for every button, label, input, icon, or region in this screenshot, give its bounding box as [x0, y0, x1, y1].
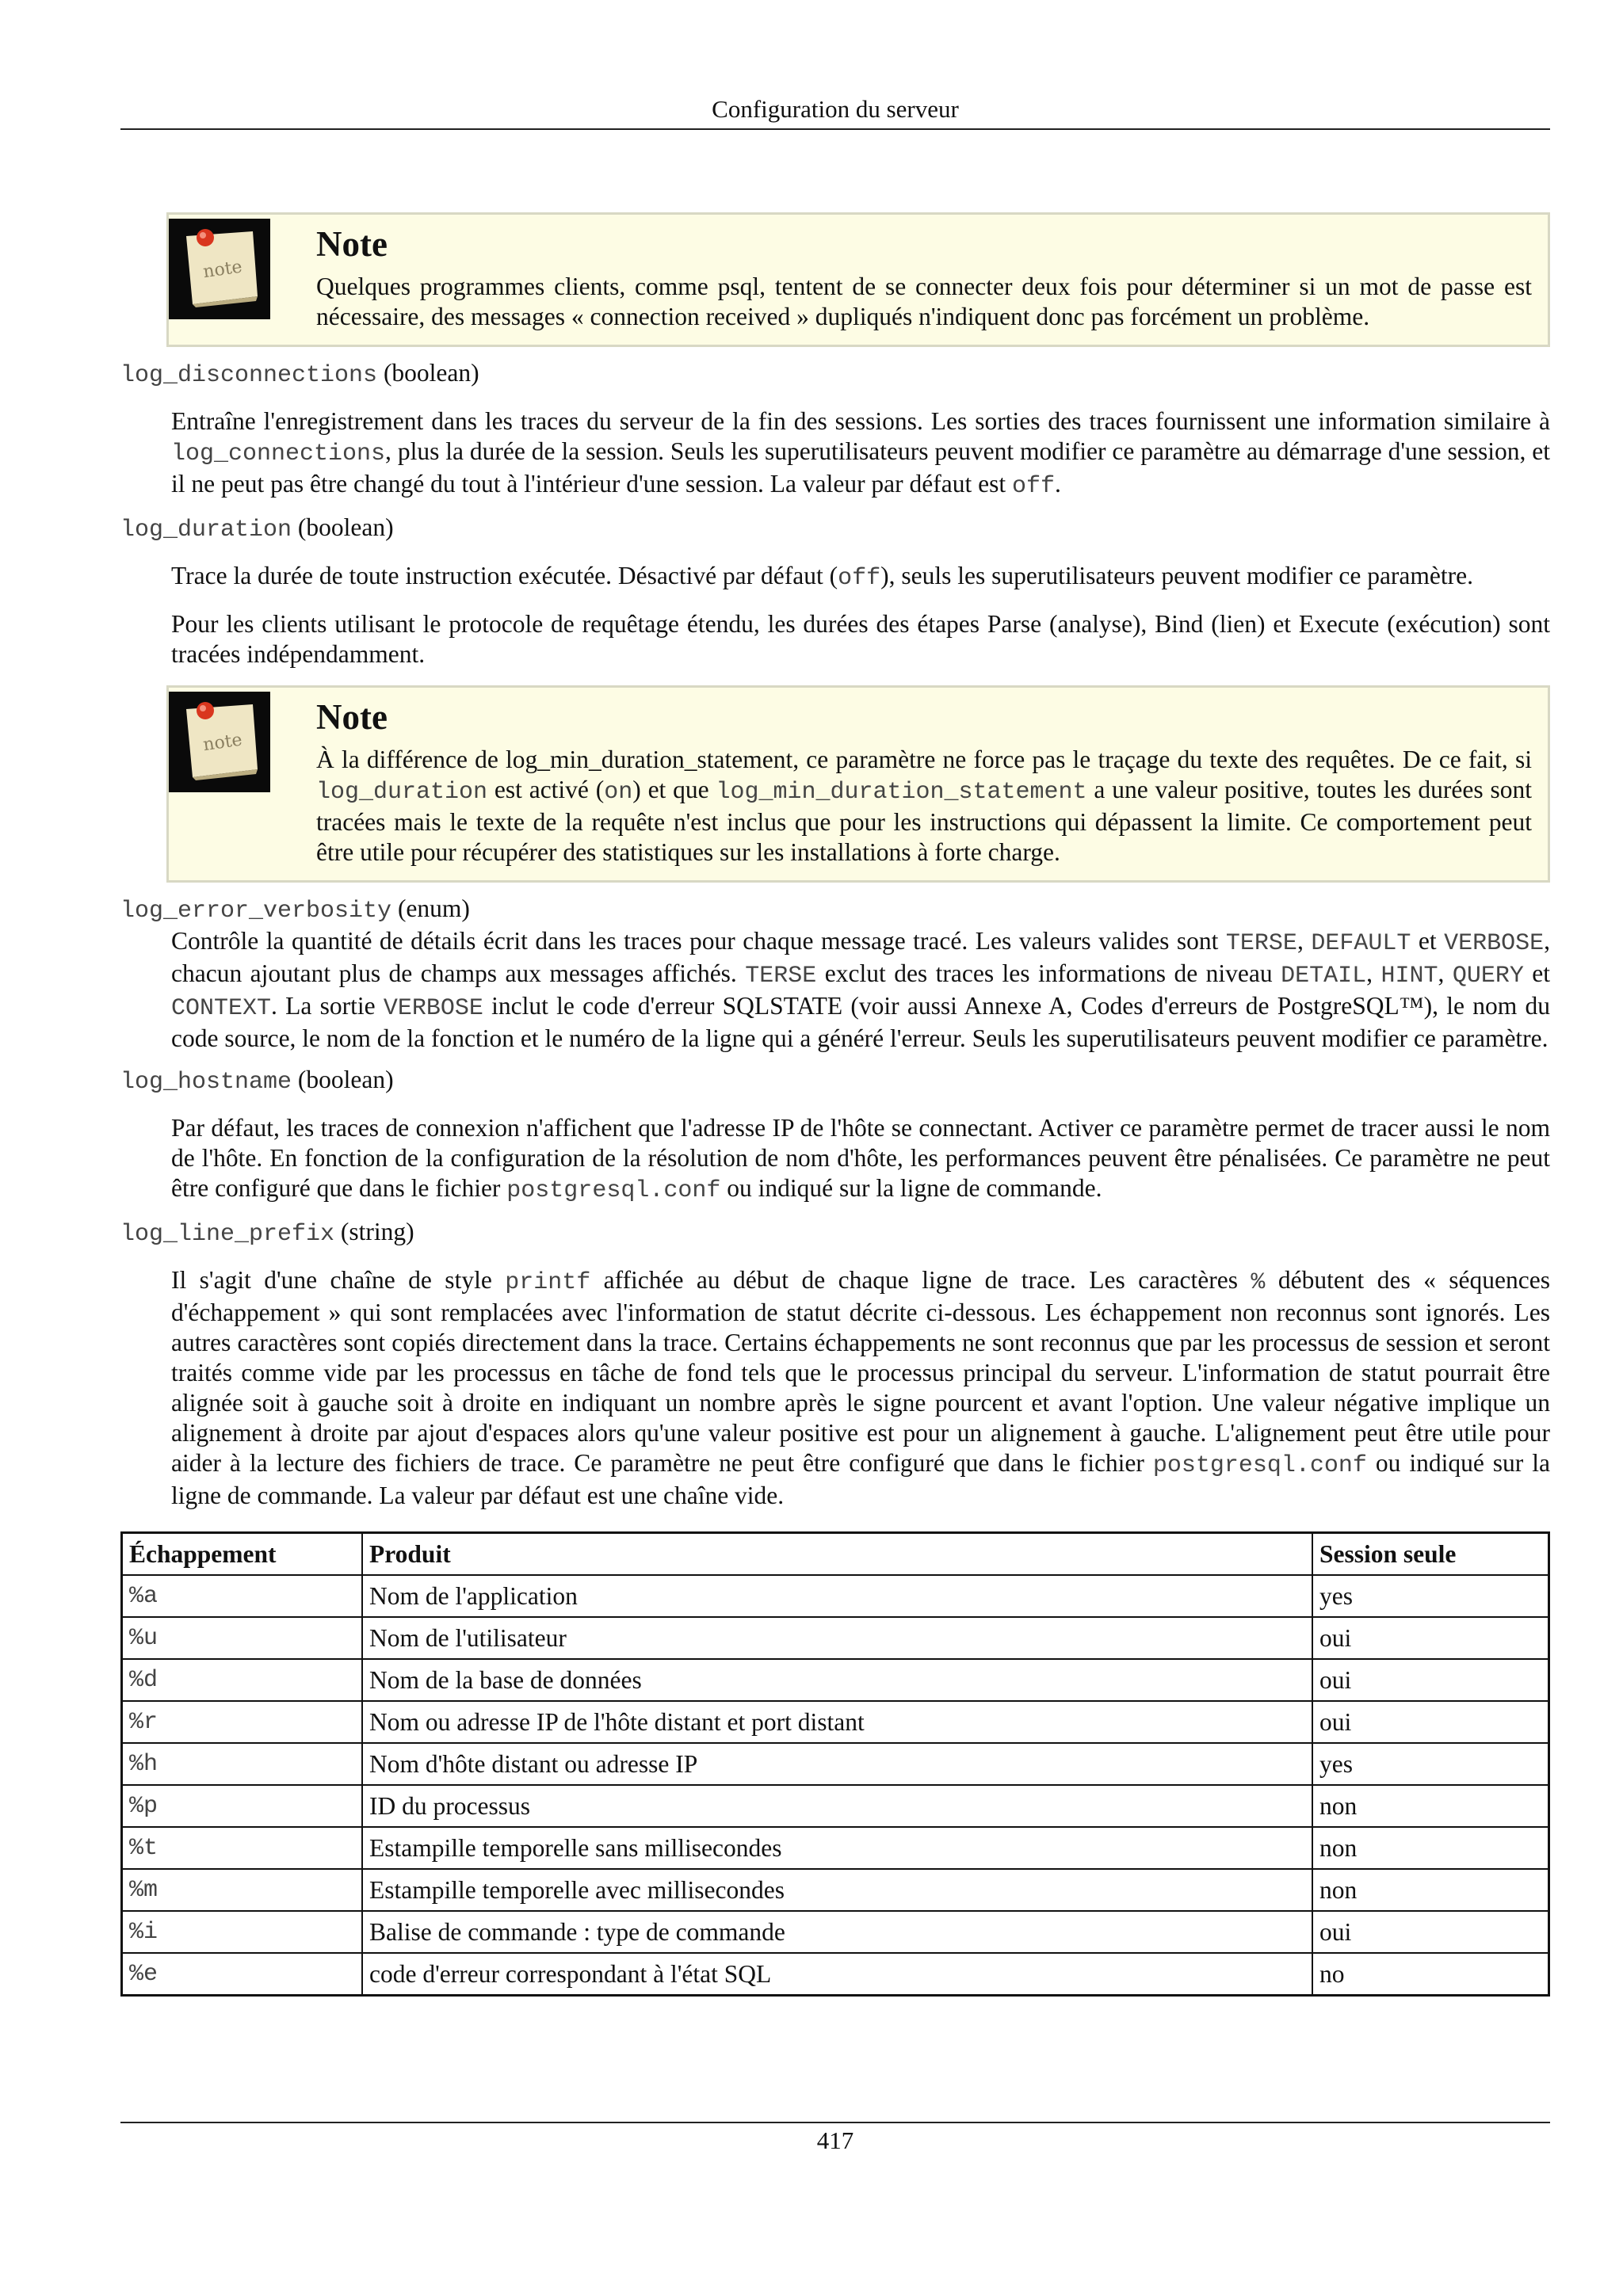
- param-name: log_error_verbosity: [120, 898, 392, 925]
- note-icon: [169, 219, 270, 319]
- text-run: affichée au début de chaque ligne de trace. Les caractères: [590, 1266, 1251, 1294]
- param-name: log_line_prefix: [120, 1221, 335, 1248]
- table-row: [122, 1701, 1549, 1743]
- text-run: exclut des traces les informations de niveau: [816, 959, 1281, 987]
- param-name: log_disconnections: [120, 362, 378, 389]
- table-body: [122, 1575, 1549, 1996]
- param-type: (enum): [391, 894, 470, 922]
- running-header: Configuration du serveur: [712, 95, 959, 123]
- table-row: [122, 1785, 1549, 1827]
- text-run: , chacun ajoutant plus de champs aux messages affichés.: [171, 927, 1551, 987]
- code-run: VERBOSE: [1444, 930, 1545, 957]
- note-text: [316, 745, 1532, 868]
- text-run: ou indiqué sur la ligne de commande. La valeur par défaut est une chaîne vide.: [171, 1449, 1550, 1509]
- param-description: [171, 1113, 1550, 1206]
- table-row: [122, 1743, 1549, 1785]
- product-cell: Nom de la base de données: [362, 1659, 1312, 1701]
- text-run: est activé (: [487, 776, 605, 803]
- escape-cell: %a: [122, 1575, 363, 1617]
- text-run: Contrôle la quantité de détails écrit dans les traces pour chaque message tracé. Les valeurs valides sont: [171, 927, 1226, 955]
- code-run: VERBOSE: [383, 995, 483, 1022]
- note-title: Note: [316, 224, 388, 264]
- code-run: CONTEXT: [171, 995, 272, 1022]
- page-number: 417: [816, 2126, 854, 2154]
- escape-table: [120, 1531, 1550, 1997]
- session-only-cell: non: [1312, 1869, 1549, 1911]
- param-description: [171, 926, 1550, 1054]
- note-box: [166, 685, 1550, 883]
- product-cell: code d'erreur correspondant à l'état SQL: [362, 1953, 1312, 1996]
- session-only-cell: yes: [1312, 1575, 1549, 1617]
- code-run: log_min_duration_statement: [716, 779, 1087, 806]
- code-run: HINT: [1381, 963, 1438, 990]
- text-run: Entraîne l'enregistrement dans les traces du serveur de la fin des sessions. Les sorties des traces fournissent une information similaire à: [171, 407, 1550, 435]
- text-run: ), seuls les superutilisateurs peuvent modifier ce paramètre.: [880, 562, 1473, 589]
- text-run: ,: [1438, 959, 1453, 987]
- session-only-cell: non: [1312, 1785, 1549, 1827]
- text-run: inclut le code d'erreur SQLSTATE (voir aussi Annexe A, Codes d'erreurs de PostgreSQL™), le nom du code source, le nom de la fonction et le numéro de la ligne qui a généré l'erreur. Seuls les superutilisateurs peuvent modifier ce paramètre.: [171, 992, 1550, 1052]
- product-cell: Estampille temporelle avec millisecondes: [362, 1869, 1312, 1911]
- session-only-cell: oui: [1312, 1617, 1549, 1659]
- code-run: %: [1251, 1269, 1266, 1296]
- table-row: [122, 1827, 1549, 1869]
- table-row: [122, 1953, 1549, 1996]
- content: [120, 212, 1550, 1997]
- header-rule: [120, 128, 1550, 130]
- table-row: [122, 1911, 1549, 1953]
- product-cell: Balise de commande : type de commande: [362, 1911, 1312, 1953]
- code-run: off: [838, 565, 881, 592]
- param-log-duration: [120, 513, 1550, 545]
- table-row: [122, 1869, 1549, 1911]
- escape-cell: %r: [122, 1701, 363, 1743]
- session-only-cell: oui: [1312, 1911, 1549, 1953]
- text-run: ) et que: [632, 776, 716, 803]
- text-run: et: [1411, 927, 1445, 955]
- column-header: Produit: [362, 1533, 1312, 1576]
- text-run: débutent des « séquences d'échappement » qui sont remplacées avec l'information de statut décrite ci-dessous. Les échappement non reconnus sont ignorés. Les autres caractères sont copiés directement dans la trace. Certains échappements ne sont reconnus que par les processus de session et seront traités comme vide par les processus en tâche de fond tels que le processus principal du serveur. L'information de statut pourrait être alignée soit à gauche soit à droite en indiquant un nombre après le signe pourcent et avant l'option. Une valeur négative implique un alignement à droite par ajout d'espaces alors qu'une valeur positive est pour un alignement à gauche. L'alignement peut être utile pour aider à la lecture des fichiers de trace. Ce paramètre ne peut être configuré que dans le fichier: [171, 1266, 1550, 1477]
- code-run: DETAIL: [1281, 963, 1367, 990]
- param-name: log_hostname: [120, 1069, 292, 1096]
- text-run: ,: [1366, 959, 1381, 987]
- param-type: (boolean): [292, 1066, 394, 1093]
- text-run: ou indiqué sur la ligne de commande.: [720, 1174, 1102, 1202]
- session-only-cell: oui: [1312, 1701, 1549, 1743]
- escape-cell: %i: [122, 1911, 363, 1953]
- text-run: .: [1055, 470, 1061, 498]
- text-run: . La sortie: [271, 992, 384, 1020]
- table-row: [122, 1617, 1549, 1659]
- code-run: postgresql.conf: [1152, 1452, 1367, 1479]
- code-run: on: [604, 779, 633, 806]
- param-description: [171, 406, 1550, 502]
- escape-cell: %m: [122, 1869, 363, 1911]
- column-header: Session seule: [1312, 1533, 1549, 1576]
- param-description: [171, 561, 1550, 669]
- text-run: ,: [1296, 927, 1312, 955]
- param-description: [171, 1265, 1550, 1511]
- param-type: (boolean): [292, 513, 394, 541]
- text-run: Trace la durée de toute instruction exécutée. Désactivé par défaut (: [171, 562, 838, 589]
- table-row: [122, 1575, 1549, 1617]
- code-run: TERSE: [1225, 930, 1297, 957]
- code-run: printf: [505, 1269, 591, 1296]
- product-cell: Estampille temporelle sans millisecondes: [362, 1827, 1312, 1869]
- param-log-hostname: [120, 1065, 1550, 1097]
- escape-cell: %t: [122, 1827, 363, 1869]
- product-cell: Nom ou adresse IP de l'hôte distant et port distant: [362, 1701, 1312, 1743]
- code-run: postgresql.conf: [506, 1177, 721, 1204]
- note-text: Quelques programmes clients, comme psql, tentent de se connecter deux fois pour déterminer si un mot de passe est nécessaire, des messages « connection received » dupliqués n'indiquent donc pas forcément un problème.: [316, 273, 1532, 330]
- session-only-cell: no: [1312, 1953, 1549, 1996]
- escape-cell: %e: [122, 1953, 363, 1996]
- note-title: Note: [316, 697, 388, 737]
- escape-cell: %u: [122, 1617, 363, 1659]
- note-icon-label: note: [201, 257, 244, 283]
- code-run: DEFAULT: [1311, 930, 1411, 957]
- param-log-error-verbosity: [120, 894, 1550, 926]
- text-run: À la différence de log_min_duration_statement, ce paramètre ne force pas le traçage du texte des requêtes. De ce fait, si: [316, 746, 1532, 773]
- paragraph: Pour les clients utilisant le protocole de requêtage étendu, les durées des étapes Parse (analyse), Bind (lien) et Execute (exécution) sont tracées indépendamment.: [171, 610, 1550, 668]
- text-run: , plus la durée de la session. Seuls les superutilisateurs peuvent modifier ce paramètre au démarrage d'une session, et il ne peut pas être changé du tout à l'intérieur d'une session. La valeur par défaut est: [171, 437, 1550, 498]
- column-header: Échappement: [122, 1533, 363, 1576]
- param-type: (string): [334, 1218, 414, 1245]
- param-name: log_duration: [120, 517, 292, 543]
- code-run: TERSE: [745, 963, 817, 990]
- session-only-cell: oui: [1312, 1659, 1549, 1701]
- text-run: a une valeur positive, toutes les durées sont tracées mais le texte de la requête n'est inclus que pour les instructions qui dépassent la limite. Ce comportement peut être utile pour récupérer des statistiques sur les installations à forte charge.: [316, 776, 1532, 866]
- param-type: (boolean): [377, 359, 479, 387]
- session-only-cell: non: [1312, 1827, 1549, 1869]
- table-row: [122, 1659, 1549, 1701]
- text-run: Il s'agit d'une chaîne de style: [171, 1266, 506, 1294]
- param-log-line-prefix: [120, 1217, 1550, 1249]
- code-run: log_duration: [316, 779, 488, 806]
- escape-cell: %d: [122, 1659, 363, 1701]
- footer-rule: [120, 2122, 1550, 2123]
- table-header-row: [122, 1533, 1549, 1576]
- note-box: [166, 212, 1550, 347]
- text-run: et: [1523, 959, 1551, 987]
- product-cell: Nom d'hôte distant ou adresse IP: [362, 1743, 1312, 1785]
- product-cell: ID du processus: [362, 1785, 1312, 1827]
- param-log-disconnections: [120, 358, 1550, 391]
- product-cell: Nom de l'application: [362, 1575, 1312, 1617]
- escape-cell: %p: [122, 1785, 363, 1827]
- note-icon: [169, 692, 270, 792]
- code-run: log_connections: [171, 441, 386, 467]
- note-icon-label: note: [201, 730, 244, 756]
- text-run: Par défaut, les traces de connexion n'affichent que l'adresse IP de l'hôte se connectant. Activer ce paramètre permet de tracer aussi le nom de l'hôte. En fonction de la configuration de la résolution de nom d'hôte, les performances peuvent être pénalisées. Ce paramètre ne peut être configuré que dans le fichier: [171, 1114, 1550, 1202]
- escape-cell: %h: [122, 1743, 363, 1785]
- code-run: off: [1011, 473, 1055, 500]
- product-cell: Nom de l'utilisateur: [362, 1617, 1312, 1659]
- session-only-cell: yes: [1312, 1743, 1549, 1785]
- code-run: QUERY: [1452, 963, 1524, 990]
